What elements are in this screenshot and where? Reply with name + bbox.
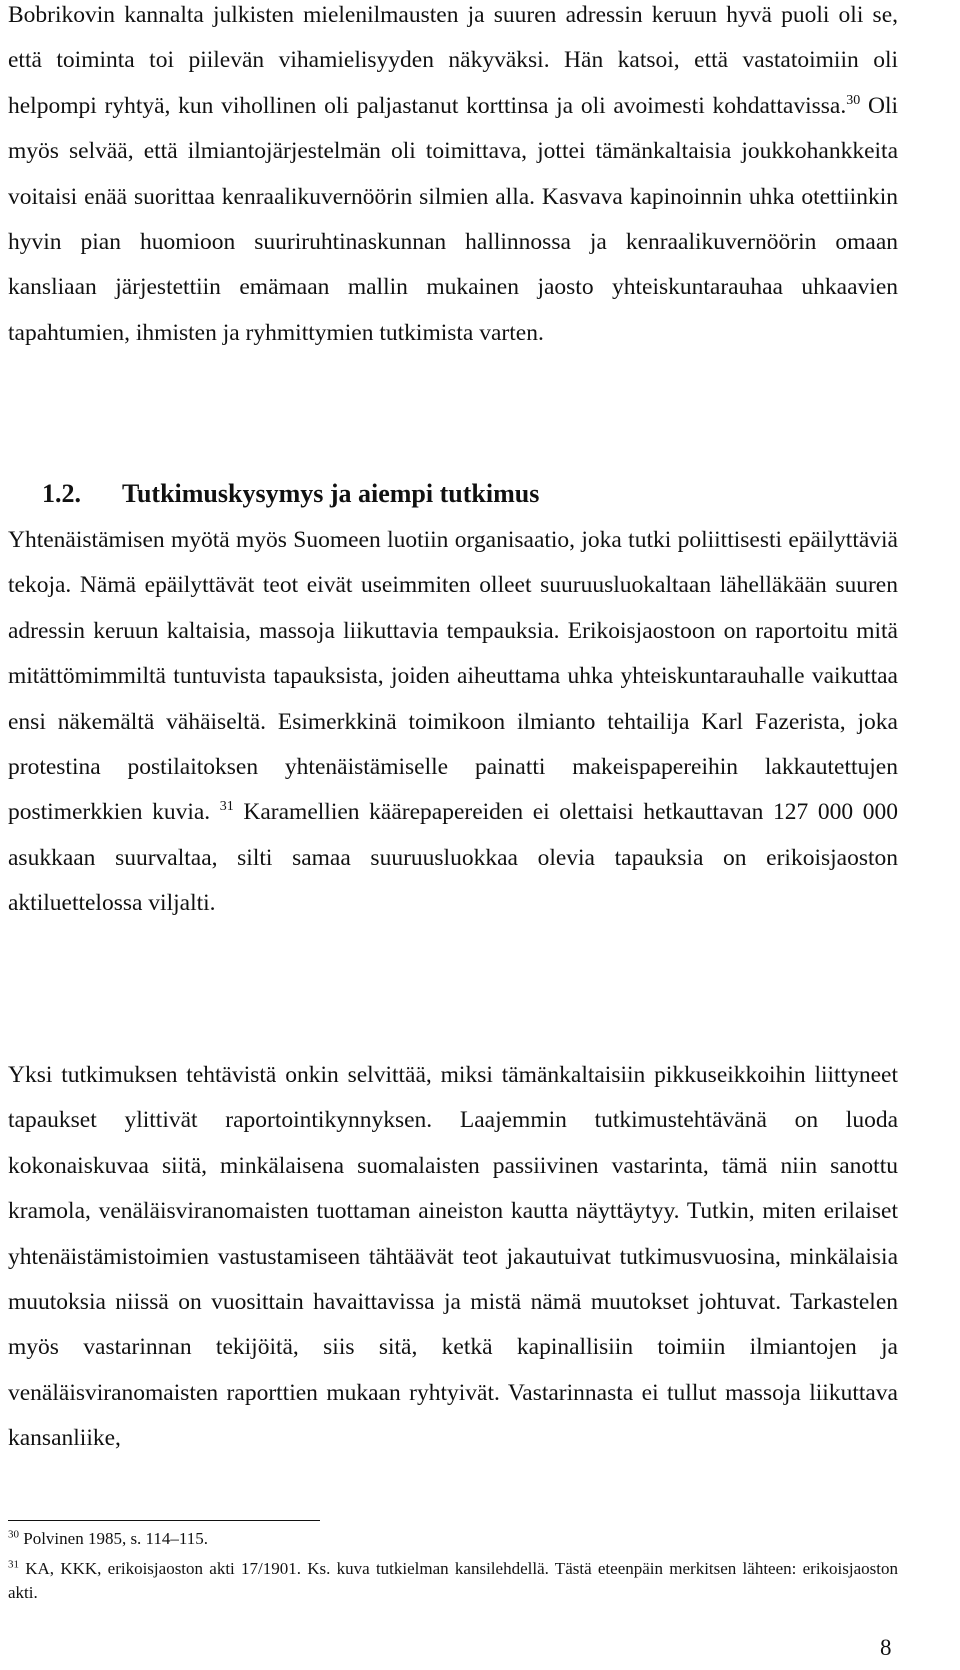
footnote-reference-30[interactable]: 30 — [846, 92, 861, 108]
section-title: Tutkimuskysymys ja aiempi tutkimus — [122, 479, 540, 508]
paragraph-text: Bobrikovin kannalta julkisten mielenilmausten ja suuren adressin keruun hyvä puoli oli se, että toiminta toi piilevän vihamielisyyden näkyväksi. Hän katsoi, että vastatoimiin oli helpompi ryhtyä, kun vihollinen oli paljastanut korttinsa ja oli avoimesti kohdattavissa. — [8, 2, 898, 119]
footnote-31 — [8, 1557, 898, 1605]
footnote-reference-31[interactable]: 31 — [219, 799, 234, 815]
paragraph-text: Oli myös selvää, että ilmiantojärjestelmän oli toimittava, jottei tämänkaltaisia joukkohankkeita voitaisi enää suorittaa kenraalikuvernöörin silmien alla. Kasvava kapinoinnin uhka otettiinkin hyvin pian huomioon suuriruhtinaskunnan hallinnossa ja kenraalikuvernöörin omaan kansliaan järjestettiin emämaan mallin mukainen jaosto yhteiskuntarauhaa uhkaavien tapahtumien, ihmisten ja ryhmittymien tutkimista varten. — [8, 92, 899, 346]
footnote-text: Polvinen 1985, s. 114–115. — [19, 1529, 209, 1548]
body-paragraph-1 — [8, 0, 898, 356]
footnote-separator — [8, 1520, 320, 1521]
footnote-mark: 30 — [8, 1528, 19, 1541]
footnote-text: KA, KKK, erikoisjaoston akti 17/1901. Ks. kuva tutkielman kansilehdellä. Tästä eteenpäin merkitsen lähteen: erikoisjaoston akti. — [8, 1559, 898, 1602]
paragraph-text: Yhtenäistämisen myötä myös Suomeen luotiin organisaatio, joka tutki poliittisesti epäilyttäviä tekoja. Nämä epäilyttävät teot eivät useimmiten olleet suuruusluokaltaan lähelläkään suuren adressin keruun kaltaisia, massoja liikuttavia tempauksia. Erikoisjaostoon on raportoitu mitä mitättömimmiltä tuntuvista tapauksista, joiden aiheuttama uhka yhteiskuntarauhalle vaikuttaa ensi näkemältä vähäiseltä. Esimerkkinä toimikoon ilmianto tehtailija Karl Fazerista, joka protestina postilaitoksen yhtenäistämiselle painatti makeispapereihin lakkautettujen postimerkkien kuvia. — [8, 527, 898, 826]
body-paragraph-2 — [8, 518, 898, 927]
section-number: 1.2. — [42, 479, 81, 508]
paragraph-text: Karamellien käärepapereiden ei olettaisi hetkauttavan 127 000 000 asukkaan suurvaltaa, silti samaa suuruusluokkaa olevia tapauksia on erikoisjaoston aktiluettelossa viljalti. — [8, 799, 898, 917]
footnote-30 — [8, 1527, 898, 1551]
footnote-mark: 31 — [8, 1558, 19, 1571]
body-paragraph-3: Yksi tutkimuksen tehtävistä onkin selvittää, miksi tämänkaltaisiin pikkuseikkoihin liittyneet tapaukset ylittivät raportointikynnyksen. Laajemmin tutkimustehtävänä on luoda kokonaiskuvaa siitä, minkälaisena suomalaisten passiivinen vastarinta, tämä niin sanottu kramola, venäläisviranomaisten tuottaman aineiston kautta näyttäytyy. Tutkin, miten erilaiset yhtenäistämistoimien vastustamiseen tähtäävät teot jakautuivat tutkimusvuosina, minkälaisia muutoksia niissä on vuosittain havaittavissa ja mistä nämä muutokset johtuvat. Tarkastelen myös vastarinnan tekijöitä, siis sitä, ketkä kapinallisiin toimiin ilmiantojen ja venäläisviranomaisten raporttien mukaan ryhtyivät. Vastarinnasta ei tullut massoja liikuttava kansanliike, — [8, 1062, 898, 1452]
section-heading — [42, 479, 539, 509]
page-number: 8 — [880, 1635, 892, 1660]
